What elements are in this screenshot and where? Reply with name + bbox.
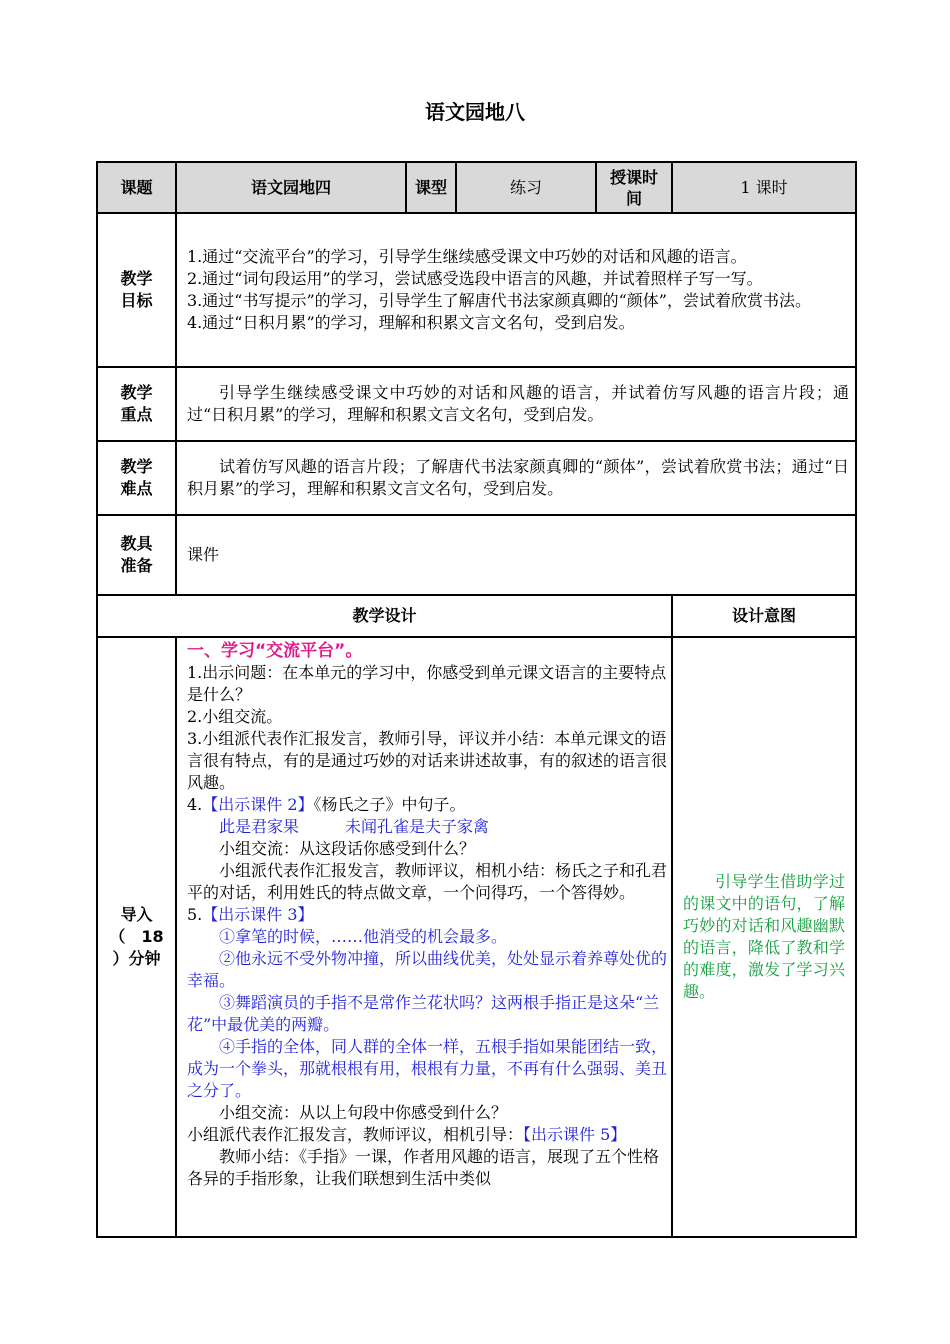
stage-duration: （ 18 [109,927,164,946]
tools-label: 教具准备 [97,515,176,595]
time-value: 1 课时 [672,162,856,213]
goal-item: 4.通过“日积月累”的学习，理解和积累文言文名句，受到启发。 [187,313,635,332]
section-heading: 一、学习“交流平台”。 [187,641,363,661]
difficulties-row [97,441,856,515]
design-paragraph: 小组交流：从这段话你感受到什么？ [219,839,476,858]
design-paragraph: 教师小结：《手指》一课，作者用风趣的语言，展现了五个性格各异的手指形象，让我们联想到生活中类似 [187,1147,660,1188]
goal-item: 3.通过“书写提示”的学习，引导学生了解唐代书法家颜真卿的“颜体”，尝试着欣赏书法。 [187,291,811,310]
courseware-tag: 【出示课件 2】 [202,795,314,814]
sentence: ②他永远不受外物冲撞，所以曲线优美，处处显示着养尊处优的幸福。 [187,949,668,990]
key-points-row [97,367,856,441]
step-number: 4. [187,795,203,814]
stage-name: 导入 [120,905,153,924]
design-header-row [97,595,856,637]
step-text: 小组派代表作汇报发言，教师评议，相机引导： [187,1125,524,1144]
design-content [176,637,672,1237]
design-paragraph: 1.出示问题：在本单元的学习中，你感受到单元课文语言的主要特点是什么？ [187,663,667,704]
goals-label: 教学目标 [97,213,176,367]
goal-item: 2.通过“词句段运用”的学习，尝试感受选段中语言的风趣，并试着照样子写一写。 [187,269,763,288]
time-label: 授课时间 [596,162,672,213]
difficulties-text: 试着仿写风趣的语言片段；了解唐代书法家颜真卿的“颜体”，尝试着欣赏书法；通过“日积月累”的学习，理解和积累文言文名句，受到启发。 [176,441,856,515]
step-number: 5. [187,905,203,924]
stage-unit: ）分钟 [112,949,161,968]
goals-content [176,213,856,367]
key-points-label: 教学重点 [97,367,176,441]
intent-header: 设计意图 [672,595,856,637]
key-points-text: 引导学生继续感受课文中巧妙的对话和风趣的语言，并试着仿写风趣的语言片段；通过“日积月累”的学习，理解和积累文言文名句，受到启发。 [176,367,856,441]
design-header: 教学设计 [97,595,672,637]
course-label: 课题 [97,162,176,213]
design-paragraph: 3.小组派代表作汇报发言，教师引导，评议并小结：本单元课文的语言很有特点，有的是通过巧妙的对话来讲述故事，有的叙述的语言很风趣。 [187,729,668,792]
sentence: ③舞蹈演员的手指不是常作兰花状吗？这两根手指正是这朵“兰花”中最优美的两瓣。 [187,993,660,1034]
tools-row [97,515,856,595]
quote-b: 未闻孔雀是夫子家禽 [345,817,490,836]
courseware-tag: 【出示课件 3】 [202,905,314,924]
tools-text: 课件 [176,515,856,595]
sentence: ①拿笔的时候，……他消受的机会最多。 [219,927,508,946]
quote-a: 此是君家果 [219,817,300,836]
stage-label [97,637,176,1237]
design-paragraph: 小组交流：从以上句段中你感受到什么？ [219,1103,508,1122]
design-paragraph [187,1124,669,1146]
goal-item: 1.通过“交流平台”的学习，引导学生继续感受课文中巧妙的对话和风趣的语言。 [187,247,747,266]
page-title: 语文园地八 [425,100,525,124]
section-row [97,637,856,1237]
quote-line [187,816,669,838]
design-intent: 引导学生借助学过的课文中的语句，了解巧妙的对话和风趣幽默的语言，降低了教和学的难度，激发了学习兴趣。 [672,637,856,1237]
header-row [97,162,856,213]
design-paragraph: 2.小组交流。 [187,707,283,726]
goals-row [97,213,856,367]
lesson-plan-table [96,161,857,1238]
type-value: 练习 [456,162,596,213]
courseware-tag: 【出示课件 5】 [523,1125,627,1144]
course-value: 语文园地四 [176,162,406,213]
step-text: 《杨氏之子》中句子。 [313,795,466,814]
design-paragraph: 小组派代表作汇报发言，教师评议，相机小结：杨氏之子和孔君平的对话，利用姓氏的特点做文章，一个问得巧，一个答得妙。 [187,861,668,902]
type-label: 课型 [406,162,456,213]
difficulties-label: 教学难点 [97,441,176,515]
design-paragraph [187,904,669,926]
sentence: ④手指的全体，同人群的全体一样，五根手指如果能团结一致，成为一个拳头，那就根根有用，根根有力量，不再有什么强弱、美丑之分了。 [187,1037,668,1100]
design-paragraph [187,794,669,816]
